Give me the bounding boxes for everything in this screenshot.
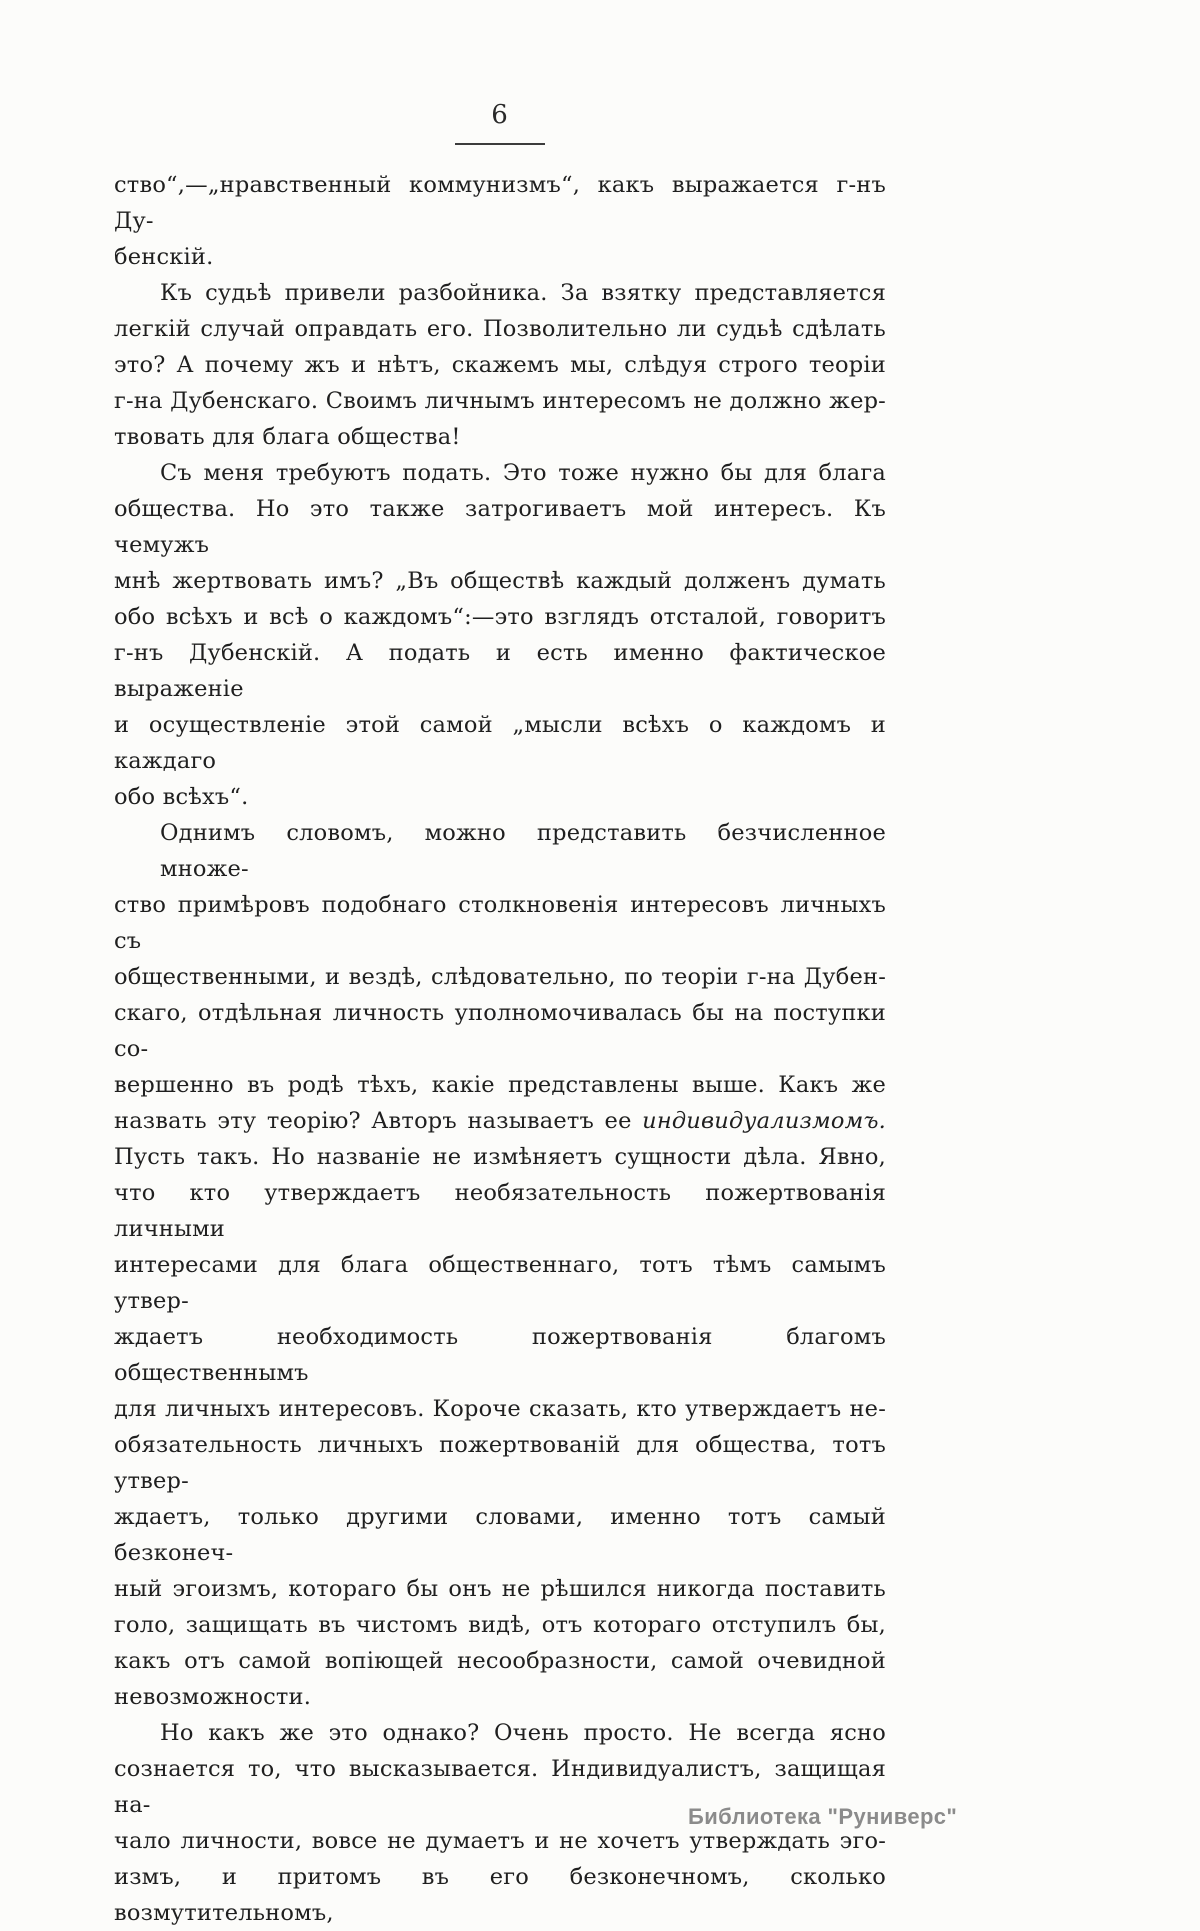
paragraph [114,815,886,1715]
text-line: какъ отъ самой вопіющей несообразности, самой очевидной [114,1648,886,1674]
text-line: голо, защищать въ чистомъ видѣ, отъ котораго отступилъ бы, [114,1612,886,1638]
text-line: ный эгоизмъ, котораго бы онъ не рѣшился никогда поставить [114,1576,886,1602]
page-number-rule [455,143,545,145]
text-line: твовать для блага общества! [114,424,461,450]
text-line: ждаетъ, только другими словами, именно тотъ самый безконеч- [114,1504,886,1566]
text-line: интересами для блага общественнаго, тотъ тѣмъ самымъ утвер- [114,1252,886,1314]
text-line: невозможности. [114,1684,312,1710]
text-line: измъ, и притомъ въ его безконечномъ, сколько возмутительномъ, [114,1864,886,1926]
text-line: чало личности, вовсе не думаетъ и не хочетъ утверждать эго- [114,1828,886,1854]
text-line: бенскій. [114,244,214,270]
text-line: г-на Дубенскаго. Своимъ личнымъ интересомъ не должно жер- [114,388,886,414]
text-line: скаго, отдѣльная личность уполномочивалась бы на поступки со- [114,1000,886,1062]
text-line: общества. Но это также затрогиваетъ мой интересъ. Къ чемужъ [114,496,886,558]
text-segment: назвать эту теорію? Авторъ называетъ ее [114,1108,643,1134]
text-line: мнѣ жертвовать имъ? „Въ обществѣ каждый долженъ думать [114,568,886,594]
paragraph [114,455,886,815]
text-line: Пусть такъ. Но названіе не измѣняетъ сущности дѣла. Явно, [114,1144,886,1170]
text-line: ство“,—„нравственный коммунизмъ“, какъ выражается г-нъ Ду- [114,172,886,234]
page-number: 6 [491,100,509,130]
text-line: обо всѣхъ и всѣ о каждомъ“:—это взглядъ отсталой, говоритъ [114,604,886,630]
text-line: Съ меня требуютъ подать. Это тоже нужно бы для блага [160,460,886,486]
paragraph [114,275,886,455]
paragraph [114,167,886,275]
text-line: общественными, и вездѣ, слѣдовательно, по теоріи г-на Дубен- [114,964,886,990]
page-text [114,167,886,1931]
text-line: г-нъ Дубенскій. А подать и есть именно фактическое выраженіе [114,640,886,702]
text-line: ство примѣровъ подобнаго столкновенія интересовъ личныхъ съ [114,892,886,954]
text-line: Къ судьѣ привели разбойника. За взятку представляется [160,280,886,306]
text-line: сознается то, что высказывается. Индивидуалистъ, защищая на- [114,1756,886,1818]
text-line: вершенно въ родѣ тѣхъ, какіе представлены выше. Какъ же [114,1072,886,1098]
text-line: что кто утверждаетъ необязательность пожертвованія личными [114,1180,886,1242]
text-line: Но какъ же это однако? Очень просто. Не всегда ясно [160,1720,886,1746]
text-line: ждаетъ необходимость пожертвованія благомъ общественнымъ [114,1324,886,1386]
text-line: обо всѣхъ“. [114,784,249,810]
text-line: легкій случай оправдать его. Позволительно ли судьѣ сдѣлать [114,316,886,342]
text-line: для личныхъ интересовъ. Короче сказать, кто утверждаетъ не- [114,1396,886,1422]
text-line: и осуществленіе этой самой „мысли всѣхъ о каждомъ и каждаго [114,712,886,774]
text-line: это? А почему жъ и нѣтъ, скажемъ мы, слѣдуя строго теоріи [114,352,886,378]
text-line [114,1103,886,1139]
text-line: обязательность личныхъ пожертвованій для общества, тотъ утвер- [114,1432,886,1494]
emphasized-text: индивидуализмомъ. [642,1108,886,1134]
library-watermark: Библиотека "Руниверс" [688,1804,958,1829]
text-line: Однимъ словомъ, можно представить безчисленное множе- [160,820,886,882]
